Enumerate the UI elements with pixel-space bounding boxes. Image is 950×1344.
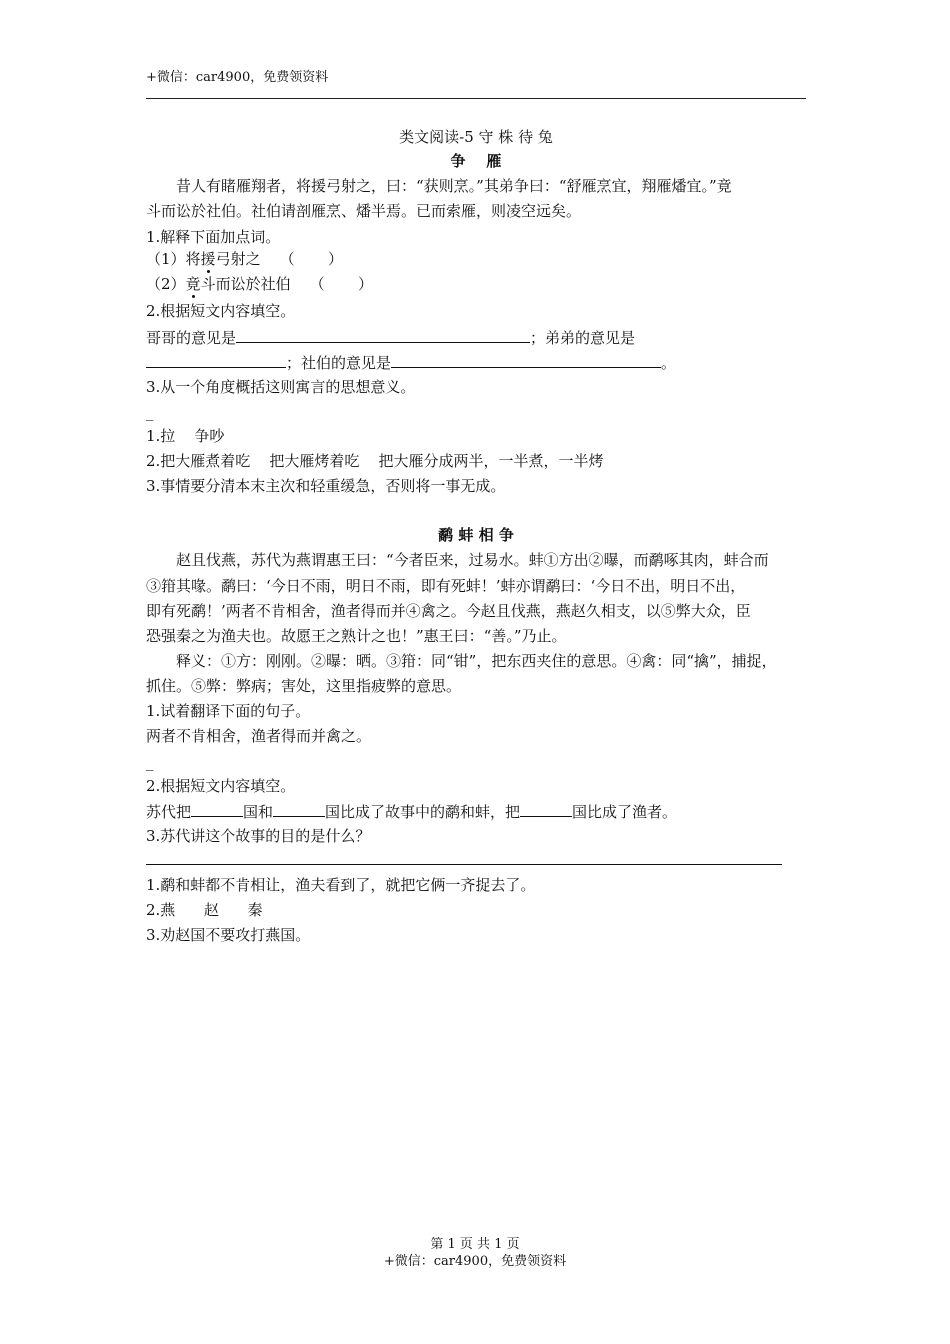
story2-question-2: 2.根据短文内容填空。 bbox=[146, 777, 296, 795]
story1-answer-1: 1.拉 争吵 bbox=[146, 427, 225, 445]
story2-passage-line-3: 即有死鹬！’两者不肯相舍，渔者得而并④禽之。今赵且伐燕，燕赵久相支，以⑤弊大众，臣 bbox=[146, 602, 751, 620]
footer-watermark: +微信：car4900，免费领资料 bbox=[383, 1254, 567, 1269]
answer-blank[interactable] bbox=[520, 802, 572, 817]
story2-question-1: 1.试着翻译下面的句子。 bbox=[146, 702, 311, 720]
story2-answer-1: 1.鹬和蚌都不肯相让，渔夫看到了，就把它俩一齐捉去了。 bbox=[146, 876, 536, 894]
header-rule bbox=[146, 98, 806, 99]
story1-question-1-2: （2）竟斗而讼於社伯 （ ） bbox=[146, 275, 374, 293]
dotted-word: 竟 bbox=[185, 275, 201, 293]
story2-notes-line-1: 释义：①方：刚刚。②曝：晒。③箝：同“钳”，把东西夹住的意思。④禽：同“擒”，捕捉， bbox=[176, 652, 777, 670]
story1-question-2: 2.根据短文内容填空。 bbox=[146, 302, 296, 320]
answer-blank[interactable] bbox=[146, 353, 286, 368]
story1-answer-stub: _ bbox=[146, 403, 154, 421]
story2-answer-stub: _ bbox=[146, 753, 154, 771]
document-title: 类文阅读-5 守 株 待 兔 bbox=[399, 128, 553, 146]
story2-passage-line-4: 恐强秦之为渔夫也。故愿王之熟计之也！”惠王曰：“善。”乃止。 bbox=[146, 627, 567, 645]
story1-question-3: 3.从一个角度概括这则寓言的思想意义。 bbox=[146, 378, 416, 396]
story1-passage-line-2: 斗而讼於社伯。社伯请剖雁烹、燔半焉。已而索雁，则凌空远矣。 bbox=[146, 202, 582, 220]
story2-question-3: 3.苏代讲这个故事的目的是什么？ bbox=[146, 827, 371, 845]
story1-fill-line-2: ；社伯的意见是 。 bbox=[146, 353, 676, 372]
story1-title: 争 雁 bbox=[450, 152, 502, 170]
story2-fill-line: 苏代把 国和 国比成了故事中的鹬和蚌，把 国比成了渔者。 bbox=[146, 803, 678, 821]
story1-fill-line-1: 哥哥的意见是 ；弟弟的意见是 bbox=[146, 329, 636, 347]
story1-answer-2: 2.把大雁煮着吃 把大雁烤着吃 把大雁分成两半，一半煮，一半烤 bbox=[146, 452, 604, 470]
story1-passage-line-1: 昔人有睹雁翔者，将援弓射之，曰：“获则烹。”其弟争曰：“舒雁烹宜，翔雁燔宜。”竟 bbox=[176, 177, 732, 195]
story2-passage-line-2: ③箝其喙。鹬曰：‘今日不雨，明日不雨，即有死蚌！’蚌亦谓鹬曰：‘今日不出，明日不出， bbox=[146, 577, 746, 595]
page-number: 第 1 页 共 1 页 bbox=[430, 1237, 520, 1252]
header-watermark: +微信：car4900，免费领资料 bbox=[146, 70, 329, 85]
story1-answer-3: 3.事情要分清本末主次和轻重缓急，否则将一事无成。 bbox=[146, 477, 506, 495]
story2-title: 鹬 蚌 相 争 bbox=[438, 526, 514, 544]
story1-question-1-1: （1）将援弓射之 （ ） bbox=[146, 250, 344, 268]
answer-blank[interactable] bbox=[191, 802, 243, 817]
story2-answer-3: 3.劝赵国不要攻打燕国。 bbox=[146, 926, 311, 944]
story2-answer-line[interactable] bbox=[146, 864, 782, 865]
story1-question-1: 1.解释下面加点词。 bbox=[146, 228, 281, 246]
answer-blank[interactable] bbox=[273, 802, 325, 817]
story2-passage-line-1: 赵且伐燕，苏代为燕谓惠王曰：“今者臣来，过易水。蚌①方出②曝，而鹬啄其肉，蚌合而 bbox=[176, 551, 769, 569]
answer-blank[interactable] bbox=[236, 328, 530, 343]
answer-blank[interactable] bbox=[391, 353, 661, 368]
story2-notes-line-2: 抓住。⑤弊：弊病；害处，这里指疲弊的意思。 bbox=[146, 677, 462, 695]
story2-answer-2: 2.燕 赵 秦 bbox=[146, 901, 263, 919]
story2-question-1-sentence: 两者不肯相舍，渔者得而并禽之。 bbox=[146, 727, 372, 745]
dotted-word: 援 bbox=[200, 250, 216, 268]
